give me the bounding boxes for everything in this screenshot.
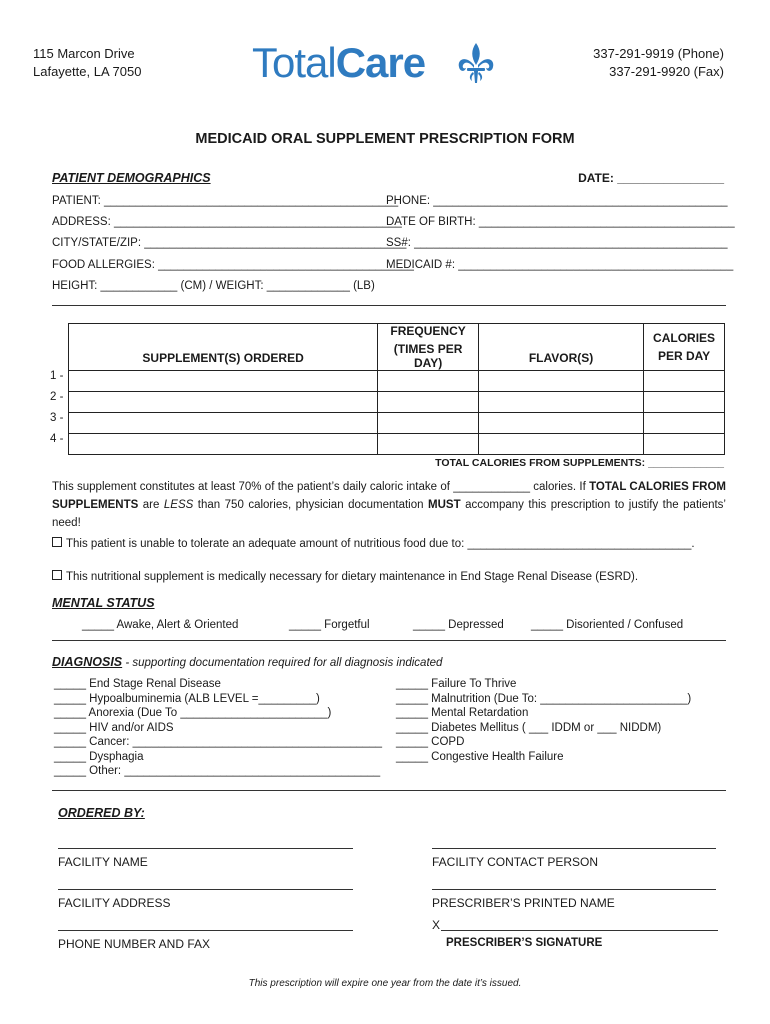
fleur-de-lis-icon [454,41,498,85]
phone-number: 337-291-9919 (Phone) [593,46,724,61]
supplement-table [68,323,725,455]
contact-person-line[interactable] [432,848,716,849]
contact-person-label: FACILITY CONTACT PERSON [432,855,599,869]
tolerance-checkbox-row[interactable]: This patient is unable to tolerate an adequate amount of nutritious food due to: ___________________________________. [52,537,695,550]
mental-option-forgetful[interactable]: _____ Forgetful [289,619,370,631]
diagnosis-left-list [54,677,382,779]
dob-field[interactable]: DATE OF BIRTH: ________________________________________ [386,216,735,228]
signature-x-mark: X [432,918,441,932]
form-title: MEDICAID ORAL SUPPLEMENT PRESCRIPTION FORM [195,131,575,147]
row-label: 3 - [50,412,64,424]
supplement-row-1[interactable] [69,371,725,392]
supplement-table-header [69,324,725,371]
patient-name-field[interactable]: PATIENT: ______________________________________________ [52,195,399,207]
printed-name-line[interactable] [432,889,716,890]
address-field[interactable]: ADDRESS: _____________________________________________ [52,216,402,228]
diagnosis-failure-to-thrive[interactable]: _____ Failure To Thrive [396,678,517,690]
section-divider [52,640,726,641]
diagnosis-copd[interactable]: _____ COPD [396,736,465,748]
col-flavor: FLAVOR(S) [478,324,643,371]
diagnosis-esrd[interactable]: _____ End Stage Renal Disease [54,678,221,690]
supplement-row-2[interactable] [69,392,725,413]
row-label: 2 - [50,391,64,403]
ordered-by-heading: ORDERED BY: [58,806,145,820]
diagnosis-other[interactable]: _____ Other: ________________________________________ [54,765,381,777]
diagnosis-diabetes[interactable]: _____ Diabetes Mellitus ( ___ IDDM or ___ NIDDM) [396,721,662,734]
mental-option-awake[interactable]: _____ Awake, Alert & Oriented [82,619,239,631]
date-field[interactable]: DATE: ________________ [578,171,724,185]
diagnosis-mental-retardation[interactable]: _____ Mental Retardation [396,707,529,719]
diagnosis-dysphagia[interactable]: _____ Dysphagia [54,750,144,763]
diagnosis-hypoalbuminemia[interactable]: _____ Hypoalbuminemia (ALB LEVEL =_________) [54,692,320,705]
diagnosis-cancer[interactable]: _____ Cancer: _______________________________________ [54,736,383,748]
facility-name-line[interactable] [58,848,353,849]
facility-address-line[interactable] [58,889,353,890]
logo-total-text: Total [252,39,336,86]
facility-name-label: FACILITY NAME [58,855,148,869]
row-label: 4 - [50,433,64,445]
clinic-contact [593,45,724,81]
section-divider [52,790,726,791]
patient-demographics-heading: PATIENT DEMOGRAPHICS [52,171,211,185]
diagnosis-anorexia[interactable]: _____ Anorexia (Due To _______________________) [54,707,332,719]
diagnosis-right-list [396,677,691,764]
fax-number: 337-291-9920 (Fax) [609,64,724,79]
mental-status-heading: MENTAL STATUS [52,596,155,610]
medicaid-field[interactable]: MEDICAID #: ___________________________________________ [386,259,734,271]
col-calories: CALORIES PER DAY [644,324,725,371]
facility-address-label: FACILITY ADDRESS [58,896,171,910]
total-calories-field[interactable]: TOTAL CALORIES FROM SUPPLEMENTS: _____________ [435,457,724,469]
logo-care-text: Care [335,39,426,86]
diagnosis-chf[interactable]: _____ Congestive Health Failure [396,750,564,763]
phone-fax-line[interactable] [58,930,353,931]
signature-label: PRESCRIBER’S SIGNATURE [446,937,603,949]
mental-option-depressed[interactable]: _____ Depressed [413,619,504,631]
city-state-zip-field[interactable]: CITY/STATE/ZIP: _________________________________________ [52,237,407,249]
totalcare-logo [252,38,502,88]
ssn-field[interactable]: SS#: _________________________________________________ [386,237,728,249]
signature-line[interactable] [441,930,718,931]
phone-fax-label: PHONE NUMBER AND FAX [58,937,211,951]
expiry-note: This prescription will expire one year from the date it’s issued. [248,978,522,989]
clinic-address [33,45,141,81]
phone-field[interactable]: PHONE: ______________________________________________ [386,195,728,207]
diagnosis-heading: DIAGNOSIS - supporting documentation required for all diagnosis indicated [52,655,443,669]
mental-option-disoriented[interactable]: _____ Disoriented / Confused [531,619,684,631]
col-frequency: FREQUENCY (TIMES PER DAY) [378,324,479,371]
checkbox-icon[interactable] [52,537,62,547]
printed-name-label: PRESCRIBER’S PRINTED NAME [432,896,615,910]
address-line-1: 115 Marcon Drive [33,46,135,61]
supplement-row-3[interactable] [69,413,725,434]
diagnosis-hiv[interactable]: _____ HIV and/or AIDS [54,721,174,734]
section-divider [52,305,726,306]
height-weight-field[interactable]: HEIGHT: ____________ (CM) / WEIGHT: _____________ (LB) [52,280,375,292]
food-allergies-field[interactable]: FOOD ALLERGIES: ________________________________________ [52,259,414,271]
esrd-checkbox-row[interactable]: This nutritional supplement is medically necessary for dietary maintenance in End Stage Renal Disease (ESRD). [52,570,638,583]
checkbox-icon[interactable] [52,570,62,580]
diagnosis-malnutrition[interactable]: _____ Malnutrition (Due To: _______________________) [396,692,692,705]
col-supplement: SUPPLEMENT(S) ORDERED [69,324,378,371]
calorie-statement: This supplement constitutes at least 70% of the patient’s daily caloric intake of ____________ calories. If TOTAL CALORIES FROM SUPPLEMENTS are LESS than 750 calories, physician documentation MUST accompany this prescription to justify the patients’ need! [52,481,726,529]
supplement-row-4[interactable] [69,434,725,455]
row-label: 1 - [50,370,64,382]
address-line-2: Lafayette, LA 7050 [33,64,142,79]
